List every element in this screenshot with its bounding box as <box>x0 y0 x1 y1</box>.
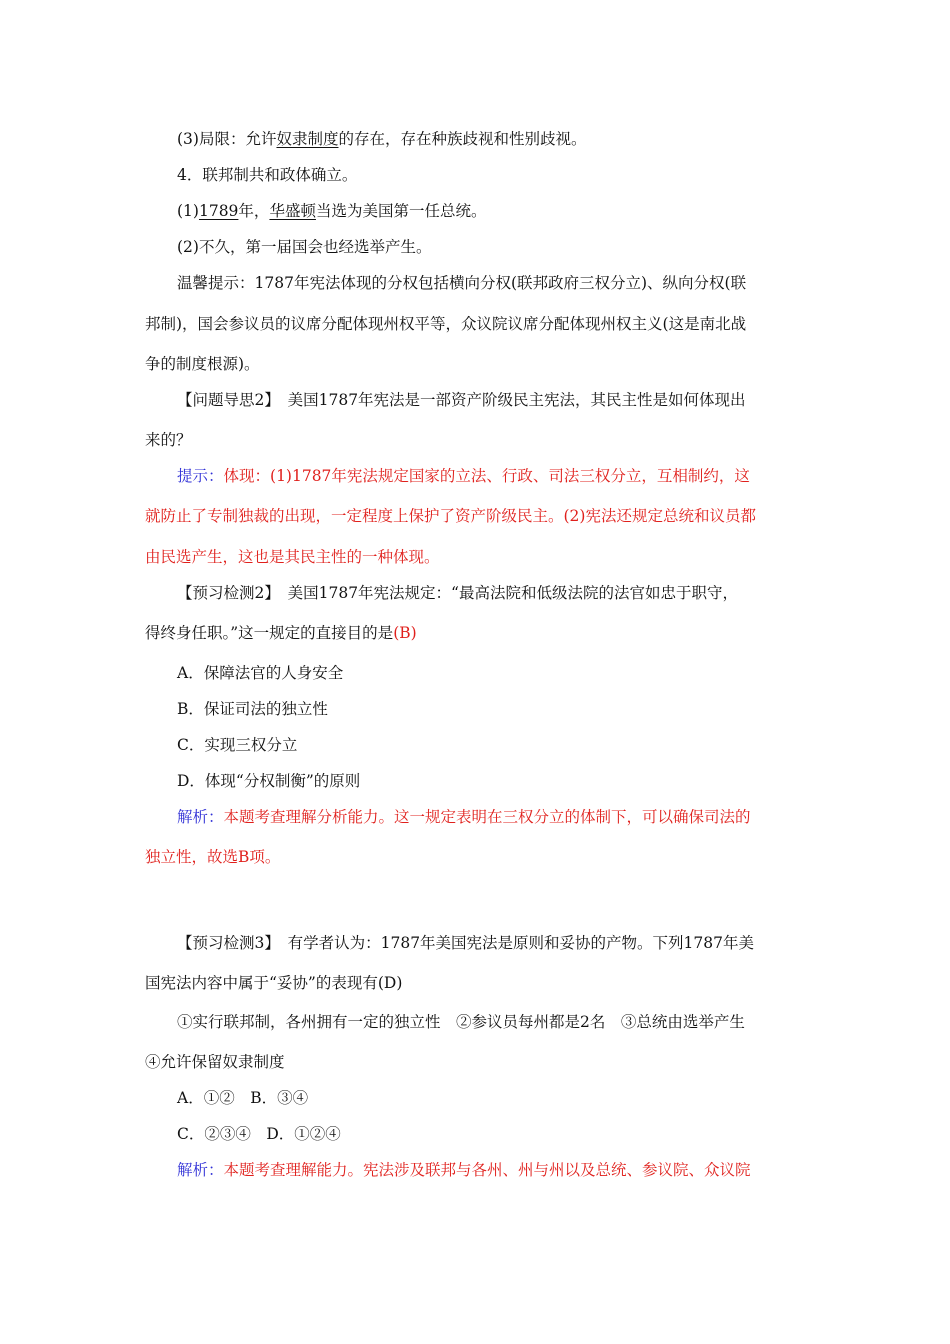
limitation-suffix: 的存在，存在种族歧视和性别歧视。 <box>338 130 587 148</box>
hint-line-1 <box>177 466 750 486</box>
congress-line: (2)不久，第一届国会也经选举产生。 <box>177 238 432 256</box>
check-2-option-b: B．保证司法的独立性 <box>177 700 328 718</box>
check-2-line-1: 【预习检测2】 美国1787年宪法规定：“最高法院和低级法院的法官如忠于职守， <box>177 584 738 602</box>
tip-line-3: 争的制度根源)。 <box>145 355 260 373</box>
check-3-analysis-label: 解析： <box>177 1161 224 1179</box>
check-2-option-c: C．实现三权分立 <box>177 736 298 754</box>
check-2-line-2 <box>145 623 417 643</box>
hint-line-3: 由民选产生，这也是其民主性的一种体现。 <box>145 548 440 566</box>
check-2-analysis-label: 解析： <box>177 808 224 826</box>
hint-text-1: 体现：(1)1787年宪法规定国家的立法、行政、司法三权分立，互相制约，这 <box>223 467 750 485</box>
hint-line-2: 就防止了专制独裁的出现，一定程度上保护了资产阶级民主。(2)宪法还规定总统和议员都 <box>145 507 756 525</box>
check-3-options-ab: A．①② B．③④ <box>177 1089 309 1107</box>
section-4-heading: 4．联邦制共和政体确立。 <box>177 166 358 184</box>
check-2-analysis-line-2: 独立性，故选B项。 <box>145 848 281 866</box>
limitation-prefix: (3)局限：允许 <box>177 130 277 148</box>
question-guide-2-line-2: 来的？ <box>145 431 192 449</box>
check-2-stem: 得终身任职。”这一规定的直接目的是 <box>145 624 394 642</box>
limitation-line <box>177 129 587 149</box>
check-2-answer: (B) <box>393 624 417 642</box>
check-3-options-cd: C．②③④ D．①②④ <box>177 1125 341 1143</box>
washington-suffix: 当选为美国第一任总统。 <box>315 202 487 220</box>
check-3-analysis-line-1 <box>177 1160 751 1180</box>
washington-underlined: 华盛顿 <box>269 202 316 220</box>
question-guide-2-line-1: 【问题导思2】 美国1787年宪法是一部资产阶级民主宪法，其民主性是如何体现出 <box>177 391 746 409</box>
check-3-line-2: 国宪法内容中属于“妥协”的表现有(D) <box>145 974 403 992</box>
check-3-analysis-text-1: 本题考查理解能力。宪法涉及联邦与各州、州与州以及总统、参议院、众议院 <box>223 1161 751 1179</box>
hint-label: 提示： <box>177 467 224 485</box>
check-3-line-1: 【预习检测3】 有学者认为：1787年美国宪法是原则和妥协的产物。下列1787年美 <box>177 934 755 952</box>
year-1789-underlined: 1789 <box>198 202 239 220</box>
slavery-underlined: 奴隶制度 <box>276 130 339 148</box>
check-2-analysis-text-1: 本题考查理解分析能力。这一规定表明在三权分立的体制下，可以确保司法的 <box>223 808 751 826</box>
check-2-option-a: A．保障法官的人身安全 <box>177 664 344 682</box>
washington-line <box>177 201 486 221</box>
check-2-option-d: D．体现“分权制衡”的原则 <box>177 772 361 790</box>
tip-line-2: 邦制)，国会参议员的议席分配体现州权平等，众议院议席分配体现州权主义(这是南北战 <box>145 315 747 333</box>
check-3-items-line-1: ①实行联邦制，各州拥有一定的独立性 ②参议员每州都是2名 ③总统由选举产生 <box>177 1013 745 1031</box>
item-1-marker: (1) <box>177 202 199 220</box>
year-suffix: 年， <box>238 202 270 220</box>
tip-line-1: 温馨提示：1787年宪法体现的分权包括横向分权(联邦政府三权分立)、纵向分权(联 <box>177 274 747 292</box>
check-2-analysis-line-1 <box>177 807 751 827</box>
check-3-items-line-2: ④允许保留奴隶制度 <box>145 1053 285 1071</box>
